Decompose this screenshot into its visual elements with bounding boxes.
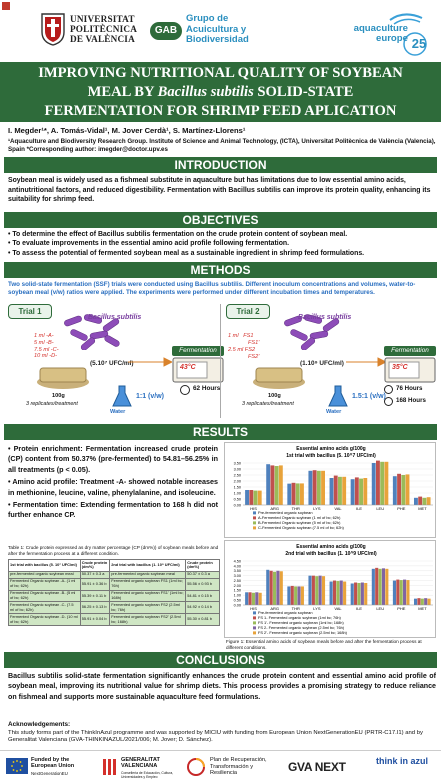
footer-logos — [0, 750, 441, 784]
x-tick-label: ARG — [270, 606, 280, 611]
bar — [321, 471, 325, 505]
eu-stars-icon — [6, 758, 28, 774]
figure-caption: Figure 1: Essential amino acids of soybean meals before and after the fermentation process at different conditions. — [226, 639, 422, 650]
chart-title: Essential amino acids g/100g — [296, 544, 366, 550]
eu-funded: Funded by the European Union — [31, 757, 75, 770]
bar — [287, 484, 291, 505]
bar — [258, 491, 262, 505]
bar — [422, 498, 426, 505]
y-tick-label: 1.50 — [233, 588, 241, 593]
bar — [393, 476, 397, 505]
affiliation: ¹Aquaculture and Biodiversity Research Group. Institute of Science and Animal Technology, (ICTA), Universitat Politècnica de València (Valencia), Spain *Corresponding author: imegder@doctor.upv.es — [8, 138, 436, 154]
legend-swatch — [253, 511, 256, 514]
methods-heading: METHODS — [4, 262, 437, 278]
legend-swatch — [253, 521, 256, 524]
trial-2-concentration: (1.10⁹ UFC/ml) — [300, 360, 344, 367]
trial-2-temperature: 35°C — [392, 364, 408, 371]
trial-1-water: Water — [110, 409, 126, 415]
amino-acid-chart-1-svg — [225, 443, 437, 539]
bar — [270, 571, 273, 605]
x-tick-label: LYS — [313, 606, 321, 611]
trial-1-ratio: 1:1 (v/w) — [136, 393, 165, 400]
legend-label: A-Fermented Organic soybean (1 ml of bc; 62h) — [258, 515, 341, 520]
legend-label: FS 1- Fermented organic soybean (1ml bc; 76h) — [258, 615, 341, 620]
bar — [292, 483, 296, 505]
objectives-heading: OBJECTIVES — [4, 212, 437, 228]
soybean-tray-icon — [252, 364, 306, 390]
bar — [354, 583, 357, 605]
y-tick-label: 3.50 — [233, 569, 241, 574]
legend-swatch — [253, 611, 256, 614]
legend-label: B-Fermented Organic soybean (5 ml of bc; 62h) — [258, 520, 341, 525]
bar — [317, 471, 321, 505]
x-tick-label: HIS — [250, 606, 257, 611]
conclusions-heading: CONCLUSIONS — [4, 652, 437, 668]
trial-2-volumes: 1 ml FS1 FS1' 2.5 ml FS2 FS2' — [228, 333, 260, 360]
bar — [333, 581, 336, 605]
bar — [313, 470, 317, 505]
objective-item: • To assess the potential of fermented soybean meal as a sustainable ingredient in shrimp feed formulations. — [8, 249, 365, 257]
trial-1-time: 62 Hours — [193, 385, 221, 392]
arrow-icon — [346, 357, 386, 367]
bar — [403, 580, 406, 605]
gva-name: GENERALITAT VALENCIANA — [121, 757, 160, 770]
conclusions-text: Bacillus subtilis solid-state fermentation significantly enhances the crude protein content and essential amino acid profile of soybean meal, improving its nutritional value for shrimp diets. This process provides a promising strategy to reduce reliance on fishmeal and supports more sustainable aquaculture feed formulations. — [8, 672, 436, 701]
trial-2-label: Trial 2 — [226, 304, 270, 319]
bar — [406, 580, 409, 605]
legend-label: C-Fermented Organic soybean (7.5 ml of bc; 62h) — [258, 525, 344, 530]
bar — [393, 581, 396, 605]
bar — [330, 582, 333, 605]
table-row: Fermented Organic soybean -B- (5 ml of bc; 62h) 55.39 ± 0.11 b Fermented organic soybean FS1' (1ml bc; 168h) 54.81 ± 0.15 b — [9, 590, 220, 602]
bar — [266, 570, 269, 605]
trial-2-replicates: 3 replicates/treatment — [242, 401, 294, 407]
bar — [418, 497, 422, 505]
y-tick-label: 2.50 — [233, 578, 241, 583]
title-line-1: IMPROVING NUTRITIONAL QUALITY OF SOYBEAN — [38, 65, 403, 81]
legend-label: FS 2- Fermented organic soybean (2.5ml bc; 76h) — [258, 625, 345, 630]
chart-subtitle: 2nd trial with bacillus (1. 10^9 UFC/ml) — [285, 551, 377, 557]
gab-name: Grupo de Acuicultura y Biodiversidad — [186, 13, 249, 45]
bar — [382, 568, 385, 605]
bar — [297, 586, 300, 605]
bar — [340, 581, 343, 605]
bar — [245, 490, 249, 505]
x-tick-label: VAL — [334, 606, 342, 611]
legend-label: Pre-fermented organic soybean — [258, 510, 313, 515]
title-line-3: FERMENTATION FOR SHRIMP FEED APLICATION — [44, 103, 397, 119]
legend-label: Pre-fermented organic soybean — [258, 610, 313, 615]
acknowledgements-heading: Acknowledgements: — [8, 721, 71, 728]
bar — [417, 598, 420, 605]
legend-swatch — [253, 616, 256, 619]
bar — [427, 497, 431, 505]
objectives-list — [8, 230, 436, 258]
bar — [249, 490, 253, 505]
flask-icon — [112, 385, 132, 407]
gvanext-logo: GVA NEXT — [288, 760, 346, 774]
x-tick-label: ARG — [270, 506, 280, 511]
x-tick-label: PHE — [397, 506, 406, 511]
bar — [355, 477, 359, 505]
trial-1-volumes: 1 ml -A- 5 ml -B- 7.5 ml -C- 10 ml -D- — [34, 333, 59, 360]
bar — [270, 465, 274, 505]
results-bullets — [8, 444, 218, 521]
bar — [338, 477, 342, 505]
x-tick-label: PHE — [397, 606, 406, 611]
table-caption: Table 1: Crude protein expressed as dry matter percentage (CP (dm%)) of soybean meals before and after the fermentation process at a different condition. — [8, 545, 219, 556]
arrow-icon — [128, 357, 172, 367]
bar — [308, 576, 311, 605]
trial-2-organism: Bacillus subtilis — [298, 314, 352, 321]
bar — [275, 466, 279, 505]
bar — [319, 576, 322, 605]
bar — [343, 582, 346, 605]
bar — [248, 592, 251, 605]
objective-item: • To evaluate improvements in the essential amino acid profile following fermentation. — [8, 240, 290, 248]
bar — [294, 586, 297, 605]
bar — [359, 479, 363, 505]
legend-swatch — [253, 621, 256, 624]
bar — [414, 498, 418, 505]
bar — [336, 581, 339, 605]
bar — [428, 599, 431, 605]
bar — [400, 580, 403, 605]
y-tick-label: 0.00 — [233, 503, 241, 508]
gva-logo — [102, 758, 118, 776]
x-tick-label: THR — [291, 506, 300, 511]
bar — [276, 571, 279, 605]
bar — [287, 586, 290, 605]
table-row: Fermented Organic soybean -C- (7.5 ml of bc; 62h) 56.25 ± 0.13 b Fermented organic soybean FS2 (2.5ml bc; 76h) 54.92 ± 0.14 b — [9, 602, 220, 614]
y-tick-label: 3.00 — [233, 574, 241, 579]
methods-text: Two solid-state fermentation (SSF) trials were conducted using Bacillus subtilis. Different inoculum concentrations and volumes, water-to-soybean meal (v/w) ratios were applied. The experiments were performed under different incubation times and temperatures. — [8, 281, 416, 297]
x-tick-label: HIS — [250, 506, 257, 511]
bar — [372, 463, 376, 505]
trial-1-fermentation: Fermentation — [172, 346, 224, 356]
gva-sub: Conselleria de Educación, Cultura, Universidades y Empleo — [121, 771, 174, 779]
bar — [357, 583, 360, 605]
x-tick-label: MET — [418, 506, 427, 511]
objective-item: • To determine the effect of Bacillus subtilis fermentation on the crude protein content of soybean meal. — [8, 231, 348, 238]
trial-divider — [220, 304, 221, 418]
thinkinazul-logo: think in azul — [376, 756, 429, 766]
bar — [296, 483, 300, 505]
bar — [372, 569, 375, 605]
bar — [266, 464, 270, 505]
bar — [300, 483, 304, 505]
x-tick-label: ILE — [356, 506, 363, 511]
y-tick-label: 4.00 — [233, 564, 241, 569]
chart-subtitle: 1st trial with bacillus (5. 10^7 UFC/ml) — [286, 453, 376, 459]
corner-badge — [2, 2, 10, 10]
bar — [351, 583, 354, 605]
results-heading: RESULTS — [4, 424, 437, 440]
x-tick-label: ILE — [356, 606, 363, 611]
bar — [273, 572, 276, 605]
trial-1-substrate: 100g — [52, 393, 65, 399]
bar — [406, 474, 410, 505]
title-line-2: MEAL BY Bacillus subtilis SOLID-STATE — [87, 84, 354, 100]
table-row: Fermented Organic soybean -A- (1 ml of bc; 62h) 55.91 ± 0.36 b Fermented organic soybean FS1 (1ml bc; 76h) 55.56 ± 0.93 b — [9, 578, 220, 590]
trial-2-fermentation: Fermentation — [384, 346, 436, 356]
y-tick-label: 0.50 — [233, 598, 241, 603]
flask-icon — [328, 385, 348, 407]
x-tick-label: VAL — [334, 506, 342, 511]
bar — [375, 568, 378, 605]
bar — [255, 592, 258, 605]
result-item: • Protein enrichment: Fermentation increased crude protein (CP) content from 50.37% (pre-fermented) to 54.81–56.25% in all treatments (p < 0.05). — [8, 444, 218, 474]
bar — [279, 465, 283, 505]
upv-name: UNIVERSITAT POLITÈCNICA DE VALÈNCIA — [70, 14, 137, 44]
ae-name: aquaculture europe — [353, 23, 408, 44]
result-item: • Amino acid profile: Treatment -A- showed notable increases in methionine, leucine, valine, phenylalanine, and isoleucine. — [8, 477, 219, 497]
legend-swatch — [253, 516, 256, 519]
table-row: Fermented Organic soybean -D- (10 ml of bc; 62h) 55.91 ± 0.04 b Fermented organic soybean FS2' (2.5ml bc; 168h) 55.30 ± 0.81 b — [9, 614, 220, 626]
bar — [342, 477, 346, 505]
acknowledgements-text: This study forms part of the ThinkInAzul programme and was supported by MICIU with funding from European Union NextGenerationEU (PRTR-C17.I1) and by Generalitat Valenciana (GVA-THINKINAZUL/2021/006; M. Jover; D. Sánchez). — [8, 730, 423, 744]
bar — [301, 586, 304, 605]
bar — [401, 475, 405, 505]
bar — [384, 462, 388, 505]
bar — [322, 576, 325, 605]
chart-title: Essential amino acids g/100g — [296, 446, 366, 452]
trial-1-label: Trial 1 — [8, 304, 52, 319]
trial-1-concentration: (5.10⁷ UFC/ml) — [90, 360, 134, 367]
bar — [396, 580, 399, 605]
gab-logo-text: GAB — [154, 25, 178, 36]
x-tick-label: MET — [418, 606, 427, 611]
plan-name: Plan de Recuperación, Transformación y Resiliencia — [210, 757, 267, 776]
bar — [334, 476, 338, 505]
trial-2-time-1: 76 Hours — [396, 385, 423, 392]
bar — [397, 474, 401, 505]
bar — [315, 576, 318, 605]
y-tick-label: 3.00 — [233, 467, 241, 472]
plan-recuperacion-logo — [186, 757, 206, 777]
crude-protein-table: 1st trial with bacillus (5. 10⁷ UFC/ml) Crude protein (dm%) 2nd trial with bacillus (1. 10⁹ UFC/ml) Crude protein (dm%) pre-fermented organic soybean meal 50.37 ± 0.3 a pre-fermented organic soybean meal 50.37 ± 0.3 a Fermented Organic soybean -A- (1 ml of bc; 62h) 55.91 ± 0.36 b Fermented organic soybean FS1 (1ml bc; 76h) 55.56 ± 0.93 b Fermented Organic soybean -B- (5 ml of bc; 62h) 55.39 ± 0.11 b Fermented organic soybean FS1' (1ml bc; 168h) 54.81 ± 0.15 b Fermented Organic soybean -C- (7.5 ml of bc; 62h) 56.25 ± 0.13 b Fermented organic soybean FS2 (2.5ml bc; 76h) 54.92 ± 0.14 b Fermented Organic soybean -D- (10 ml of bc; 62h) 55.91 ± 0.04 b Fermented organic soybean FS2' (2.5ml bc; 168h) 55.30 ± 0.81 b — [8, 559, 220, 626]
y-tick-label: 1.00 — [233, 593, 241, 598]
bar — [245, 592, 248, 605]
y-tick-label: 3.50 — [233, 461, 241, 466]
y-tick-label: 1.50 — [233, 485, 241, 490]
result-item: • Fermentation time: Extending fermentation to 168 h did not further enhance CP. — [8, 500, 218, 520]
trial-1-replicates: 3 replicates/treatment — [26, 401, 78, 407]
amino-acid-chart-1 — [224, 442, 436, 538]
bar — [421, 599, 424, 605]
introduction-heading: INTRODUCTION — [4, 157, 437, 173]
legend-swatch — [253, 631, 256, 634]
upv-shield-logo — [40, 12, 66, 46]
bar — [252, 593, 255, 605]
bar — [363, 478, 367, 505]
title-banner — [0, 62, 441, 122]
y-tick-label: 4.50 — [233, 559, 241, 564]
introduction-text: Soybean meal is widely used as a fishmeal substitute in aquaculture but has limitations due to low essential amino acids, antinutritional factors, and reduced digestibility. Fermentation with Bacillus subtilis can improve its protein quality, enhancing its suitability for shrimp feed. — [8, 177, 431, 204]
bar — [380, 462, 384, 505]
trial-1-organism: Bacillus subtilis — [88, 314, 142, 321]
legend-swatch — [253, 526, 256, 529]
bar — [280, 571, 283, 605]
soybean-tray-icon — [36, 364, 90, 390]
bar — [414, 599, 417, 605]
bar — [312, 576, 315, 605]
bar — [254, 491, 258, 505]
trial-1-temperature: 43°C — [180, 364, 196, 371]
table-row: pre-fermented organic soybean meal 50.37 ± 0.3 a pre-fermented organic soybean meal 50.37 ± 0.3 a — [9, 571, 220, 578]
legend-label: FS 1'- Fermented organic soybean (1ml bc; 168h) — [258, 620, 344, 625]
x-tick-label: LYS — [313, 506, 321, 511]
bar — [364, 583, 367, 605]
bar — [379, 569, 382, 605]
bar — [361, 583, 364, 605]
ae-number: 25 — [411, 36, 427, 51]
bar — [376, 461, 380, 505]
y-tick-label: 0.50 — [233, 497, 241, 502]
trial-2-substrate: 100g — [268, 393, 281, 399]
trial-2-ratio: 1.5:1 (v/w) — [352, 393, 386, 400]
trial-2-time-2: 168 Hours — [396, 397, 426, 404]
authors: I. Megder¹*, A. Tomás-Vidal¹, M. Jover Cerdà¹, S. Martínez-Llorens¹ — [8, 126, 246, 135]
legend-label: FS 2'- Fermented organic soybean (2.5ml bc; 168h) — [258, 630, 347, 635]
y-tick-label: 1.00 — [233, 491, 241, 496]
bar — [424, 598, 427, 605]
legend-swatch — [253, 626, 256, 629]
trial-2-water: Water — [326, 409, 342, 415]
amino-acid-chart-2-svg — [225, 541, 437, 639]
bar — [330, 478, 334, 505]
y-tick-label: 2.00 — [233, 479, 241, 484]
x-tick-label: LEU — [376, 506, 385, 511]
bar — [351, 479, 355, 505]
eu-next: NextGenerationEU — [31, 771, 68, 776]
y-tick-label: 2.00 — [233, 583, 241, 588]
clock-icon — [180, 385, 190, 395]
bar — [385, 569, 388, 605]
bar — [291, 586, 294, 605]
y-tick-label: 2.50 — [233, 473, 241, 478]
x-tick-label: LEU — [376, 606, 385, 611]
bar — [308, 471, 312, 505]
x-tick-label: THR — [291, 606, 300, 611]
header-logos — [0, 0, 441, 62]
y-tick-label: 0.00 — [233, 603, 241, 608]
bar — [259, 593, 262, 605]
amino-acid-chart-2 — [224, 540, 436, 638]
